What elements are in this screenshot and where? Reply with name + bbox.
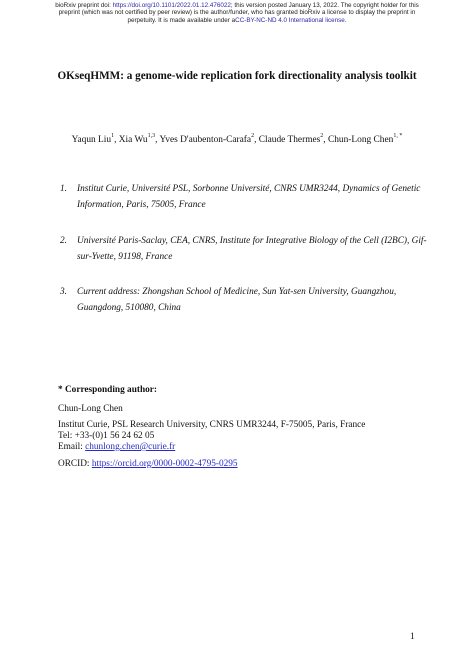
orcid-link[interactable]: https://orcid.org/0000-0002-4795-0295: [91, 459, 238, 469]
corresponding-tel: Tel: +33-(0)1 56 24 62 05: [58, 431, 155, 441]
affiliation-text: Institut Curie, Université PSL, Sorbonne Université, CNRS UMR3244, Dynamics of Genetic Information, Paris, 75005, France: [77, 184, 421, 210]
preprint-notice-line-2: preprint (which was not certified by peer review) is the author/funder, who has granted bioRxiv a license to display the preprint in: [58, 9, 416, 17]
doi-link[interactable]: https://doi.org/10.1101/2022.01.12.476022: [112, 2, 231, 9]
orcid-line: ORCID: https://orcid.org/0000-0002-4795-0295: [58, 459, 238, 469]
paper-title: OKseqHMM: a genome-wide replication fork directionality analysis toolkit: [57, 70, 417, 82]
affiliation-number: 1.: [60, 184, 67, 194]
author: Yaqun Liu$^1$,: [71, 133, 119, 145]
license-link[interactable]: CC-BY-NC-ND 4.0 International license: [235, 16, 345, 24]
preprint-notice-line-1: bioRxiv preprint doi: https://doi.org/10.1101/2022.01.12.476022; this version posted January 13, 2022. The copyright holder for this: [55, 2, 419, 9]
corresponding-address: Institut Curie, PSL Research University, CNRS UMR3244, F-75005, Paris, France: [58, 420, 366, 430]
affiliation-2: [60, 234, 432, 265]
page-number: 1: [410, 632, 415, 642]
affiliation-1: [60, 182, 432, 213]
author: Yves D'aubenton-Carafa$^2$,: [159, 133, 259, 145]
preprint-notice: [0, 2, 474, 24]
affiliation-number: 2.: [60, 236, 67, 246]
affiliation-text: Current address: Zhongshan School of Medicine, Sun Yat-sen University, Guangzhou, Guangdong, 510080, China: [77, 287, 397, 313]
corresponding-name: Chun-Long Chen: [58, 404, 123, 414]
author-list: [0, 135, 474, 145]
affiliation-number: 3.: [60, 287, 67, 297]
corresponding-email-line: Email: chunlong.chen@curie.fr: [58, 442, 176, 452]
author: Xia Wu$^{1,3}$,: [118, 133, 160, 145]
corresponding-heading: * Corresponding author:: [58, 385, 158, 395]
author: Claude Thermes$^2$,: [258, 133, 328, 145]
affiliation-3: [60, 285, 432, 316]
preprint-notice-line-3: perpetuity. It is made available under aCC-BY-NC-ND 4.0 International license.: [127, 16, 347, 24]
affiliation-text: Université Paris-Saclay, CEA, CNRS, Institute for Integrative Biology of the Cell (I2BC), Gif-sur-Yvette, 91198, France: [77, 236, 427, 262]
author: Chun-Long Chen$^{1, *}$: [327, 133, 403, 145]
email-link[interactable]: chunlong.chen@curie.fr: [85, 442, 176, 452]
